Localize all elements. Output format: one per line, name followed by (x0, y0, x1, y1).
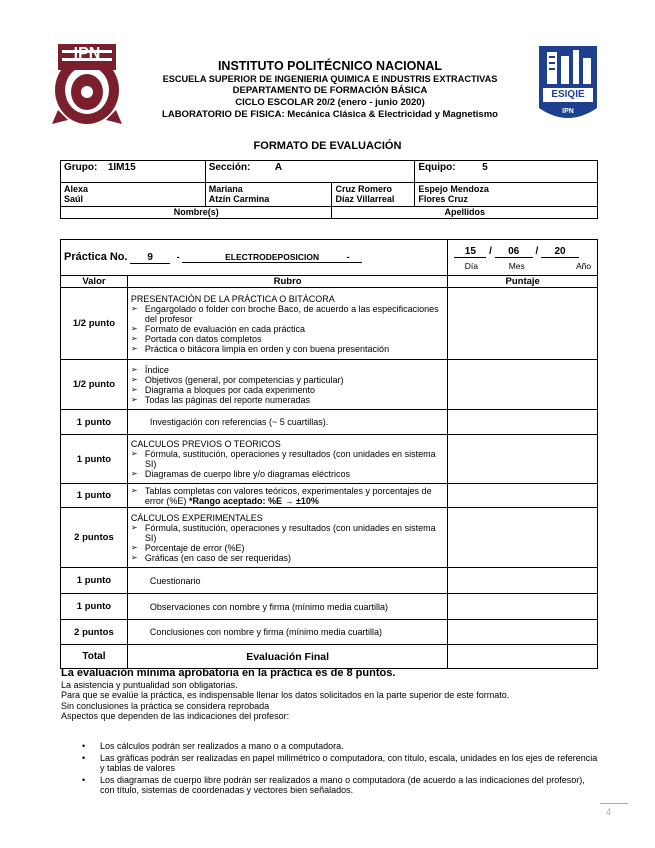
ipn-logo (48, 40, 126, 128)
row-value: 2 puntos (61, 620, 128, 645)
row-value: 1 punto (61, 435, 128, 484)
row-text: Cuestionario (127, 568, 447, 594)
department-name: DEPARTAMENTO DE FORMACIÓN BÁSICA (232, 85, 428, 96)
total-row (61, 645, 598, 669)
form-title: FORMATO DE EVALUACIÓN (253, 140, 402, 152)
school-name: ESCUELA SUPERIOR DE INGENIERIA QUIMICA E INDUSTRIS EXTRACTIVAS (162, 74, 498, 84)
score-cell[interactable] (448, 620, 598, 645)
score-cell[interactable] (448, 410, 598, 435)
row-value: 1/2 punto (61, 288, 128, 360)
row-text: Conclusiones con nombre y firma (mínimo media cuartilla) (127, 620, 447, 645)
lab-name: LABORATORIO DE FISICA: Mecánica Clásica & Electricidad y Magnetismo (162, 109, 498, 120)
note-evaluation: Para que se evalúe la práctica, es indispensable llenar los datos solicitados en la parte superior de este formato. (61, 690, 510, 701)
row-rubric (127, 435, 447, 484)
score-cell[interactable] (448, 484, 598, 508)
aspects-list (80, 741, 600, 797)
practice-number: 9 (130, 252, 170, 264)
grupo-label: Grupo: (64, 162, 98, 173)
table-row (61, 594, 598, 620)
esiqie-logo (535, 42, 601, 128)
row-heading: PRESENTACIÓN DE LA PRÁCTICA O BITÁCORA (130, 293, 335, 304)
equipo-value: 5 (482, 162, 488, 173)
name-cell-2 (205, 183, 332, 207)
nombres-label: Nombre(s) (61, 207, 332, 219)
month-label: Mes (508, 261, 525, 271)
row-value: 1 punto (61, 484, 128, 508)
document-header (120, 59, 540, 120)
esiqie-logo-text: ESIQIE (551, 89, 585, 100)
row-value: 1 punto (61, 410, 128, 435)
year-label: Año (575, 261, 592, 271)
list-item: ➢ Práctica o bitácora limpia en orden y con buena presentación (131, 344, 444, 354)
practice-label: Práctica No. (64, 251, 128, 263)
date-cell (448, 240, 598, 276)
list-item: ➢ Gráficas (en caso de ser requeridas) (131, 553, 444, 563)
final-score-cell[interactable] (448, 645, 598, 669)
row-heading: CÁLCULOS EXPERIMENTALES (130, 512, 263, 523)
acceptance-range: *Rango aceptado: %E → ±10% (188, 495, 319, 506)
list-item: ➢ Objetivos (general, por competencias y particular) (131, 375, 444, 385)
note-attendance: La asistencia y puntualidad son obligatorias. (61, 680, 238, 690)
list-item: ➢ Diagramas de cuerpo libre y/o diagramas eléctricos (131, 469, 444, 479)
date-month: 06 (495, 246, 533, 258)
total-label: Total (61, 645, 128, 669)
note-conclusions: Sin conclusiones la práctica se considera reprobada (61, 700, 270, 711)
page-number-rule (600, 803, 628, 804)
institution-name: INSTITUTO POLITÉCNICO NACIONAL (217, 59, 443, 73)
surname2-line2: Flores Cruz (418, 194, 468, 204)
table-row (61, 508, 598, 568)
student-info-table (60, 160, 598, 219)
list-item: ➢ Fórmula, sustitución, operaciones y resultados (con unidades en sistema SI) (131, 523, 444, 543)
list-item: ➢ Formato de evaluación en cada práctica (131, 324, 444, 334)
row-heading: CALCULOS PREVIOS O TEORICOS (130, 439, 281, 449)
list-item: • Los cálculos podrán ser realizados a mano o a computadora. (80, 741, 600, 752)
grupo-value: 1IM15 (107, 162, 136, 173)
practice-row (61, 240, 598, 276)
list-item: ➢ Portada con datos completos (131, 334, 444, 344)
practice-name: ELECTRODEPOSICION (182, 252, 362, 263)
puntaje-header: Puntaje (448, 276, 598, 288)
name-cell-1 (61, 183, 206, 207)
day-label: Día (464, 261, 478, 271)
list-item: • Los diagramas de cuerpo libre podrán ser realizados a mano o computadora (de acuerdo a las indicaciones del profesor), con título, sistemas de coordenadas y vectores bien señalados. (80, 775, 600, 796)
list-item-text: Tablas completas con valores teóricos, experimentales y porcentajes de error (%E) (144, 485, 432, 506)
table-row (61, 568, 598, 594)
row-value: 1/2 punto (61, 360, 128, 410)
rubro-header: Rubro (127, 276, 447, 288)
final-evaluation-label: Evaluación Final (127, 645, 447, 669)
name2-line2: Atzín Carmina (208, 194, 270, 204)
surname2-line1: Espejo Mendoza (418, 184, 489, 194)
score-cell[interactable] (448, 288, 598, 360)
esiqie-logo-sub: IPN (562, 108, 574, 115)
row-text: Observaciones con nombre y firma (mínimo media cuartilla) (127, 594, 447, 620)
seccion-label: Sección: (208, 162, 251, 173)
minimum-score-note: La evaluación mínima aprobatoria en la práctica es de 8 puntos. (61, 667, 396, 679)
notes-section (61, 667, 601, 722)
table-row (61, 288, 598, 360)
valor-header: Valor (61, 276, 128, 288)
list-item: ➢ Diagrama a bloques por cada experimento (131, 385, 444, 395)
surname-cell-1 (332, 183, 415, 207)
row-value: 1 punto (61, 568, 128, 594)
row-rubric (127, 484, 447, 508)
name1-line2: Saúl (64, 194, 84, 204)
score-cell[interactable] (448, 594, 598, 620)
date-sep-1: / (489, 246, 492, 257)
table-row (61, 620, 598, 645)
equipo-label: Equipo: (418, 162, 456, 173)
grupo-cell (61, 161, 206, 183)
table-row (61, 410, 598, 435)
table-row (61, 435, 598, 484)
list-item: ➢ Todas las páginas del reporte numeradas (131, 395, 444, 405)
ipn-logo-text: IPN (73, 45, 101, 62)
list-item: ➢ Fórmula, sustitución, operaciones y resultados (con unidades en sistema SI) (131, 449, 444, 469)
score-cell[interactable] (448, 435, 598, 484)
list-item (131, 486, 444, 506)
seccion-cell (205, 161, 415, 183)
surname1-line2: Díaz Villarreal (335, 194, 395, 204)
score-cell[interactable] (448, 508, 598, 568)
list-item: • Las gráficas podrán ser realizadas en papel milimétrico o computadora, con título, escala, unidades en los ejes de referencia y tablas de valores (80, 753, 600, 774)
row-rubric (127, 508, 447, 568)
school-cycle: CICLO ESCOLAR 20/2 (enero - junio 2020) (235, 97, 425, 108)
page-number: 4 (606, 807, 612, 817)
date-day: 15 (454, 246, 486, 258)
row-value: 1 punto (61, 594, 128, 620)
row-rubric (127, 360, 447, 410)
list-item: ➢ Índice (131, 365, 444, 375)
apellidos-label: Apellidos (332, 207, 598, 219)
note-aspects: Aspectos que dependen de las indicaciones del profesor: (61, 711, 290, 722)
evaluation-table (60, 239, 598, 669)
row-rubric (127, 288, 447, 360)
score-cell[interactable] (448, 360, 598, 410)
row-value: 2 puntos (61, 508, 128, 568)
table-row (61, 360, 598, 410)
equipo-cell (415, 161, 598, 183)
name1-line1: Alexa (64, 184, 89, 194)
practice-dash: - (176, 252, 180, 262)
column-header-row (61, 276, 598, 288)
table-row (61, 484, 598, 508)
list-item: ➢ Porcentaje de error (%E) (131, 543, 444, 553)
seccion-value: A (274, 162, 283, 173)
date-year: 20 (541, 246, 579, 258)
name2-line1: Mariana (208, 184, 243, 194)
surname1-line1: Cruz Romero (335, 184, 392, 194)
surname-cell-2 (415, 183, 598, 207)
date-sep-2: / (535, 246, 539, 257)
practice-cell (61, 240, 448, 276)
score-cell[interactable] (448, 568, 598, 594)
practice-dash-2: - (346, 252, 350, 262)
row-text: Investigación con referencias (~ 5 cuartillas). (127, 410, 447, 435)
list-item: ➢ Engargolado o folder con broche Baco, de acuerdo a las especificaciones del profesor (131, 304, 444, 324)
